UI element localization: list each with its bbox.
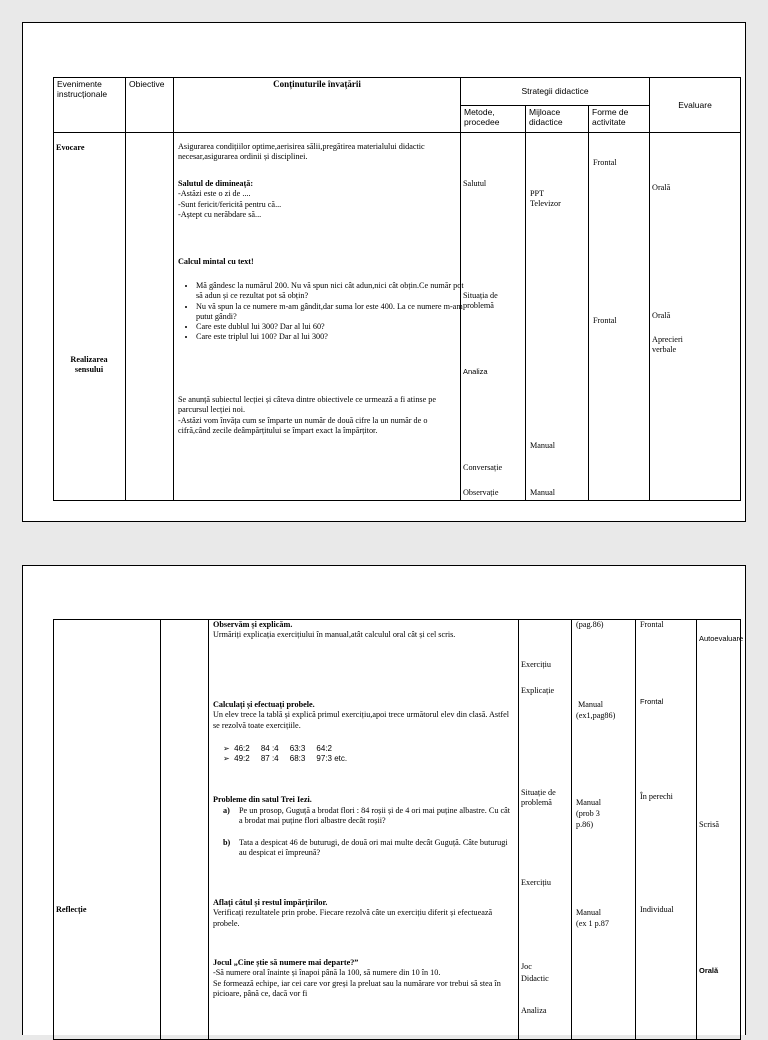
mijloc-p86: p.86) (576, 820, 594, 829)
metoda-situatia: Situație de problemă (521, 788, 556, 808)
metode-cell (461, 133, 526, 501)
prob-b (223, 838, 513, 859)
anunt-text-2: -Astăzi vom învăța cum se împarte un număr de două cifre la un număr de o cifră,când zecile deâmpărțitului se împart exact la împărțitor. (178, 415, 428, 435)
metoda-explicatie: Explicație (521, 686, 555, 695)
calcul-item: • Care este triplul lui 100? Dar al lui 300? (196, 332, 468, 342)
salut-line: -Sunt fericit/fericită pentru că... (178, 199, 282, 209)
realizarea-label: Realizarea sensului (70, 355, 108, 375)
calc-title: Calculați și efectuați probele. (213, 700, 315, 709)
obiective-cell (161, 620, 209, 1040)
arrow-bullet-icon: ➢ (223, 744, 235, 753)
exercise-row: 46:2 84 :4 63:3 64:2 (234, 744, 332, 753)
obs-title: Observăm și explicăm. (213, 620, 293, 629)
evaluare-aprecieri: Aprecieri verbale (652, 335, 683, 355)
mijloc-manual: Manual (530, 488, 556, 497)
aflati-title: Aflați câtul și restul împărțirilor. (213, 898, 328, 907)
anunt-text: Se anunță subiectul lecției și câteva dintre obiectivele ce urmează a fi atinse pe parcursul lecției noi. (178, 395, 437, 415)
exercise-row: 49:2 87 :4 68:3 97:3 etc. (234, 754, 348, 763)
metode-cell (519, 620, 572, 1040)
prob-b-label: b) (223, 838, 231, 847)
calcul-item: • Mă gândesc la numărul 200. Nu vă spun nici cât adun,nici cât obțin.Ce număr pot să adun și ce rezultat pot să obțin? (196, 281, 468, 302)
metoda-situatia: Situația de problemă (463, 291, 498, 311)
mijloc-manual: Manual (578, 700, 604, 709)
forma-frontal: Frontal (640, 697, 664, 706)
mijloc-manual: Manual (576, 798, 602, 807)
exercise-rows (223, 744, 347, 764)
lesson-table-1 (53, 77, 741, 501)
prob-title: Probleme din satul Trei Iezi. (213, 795, 312, 804)
continut-cell (209, 620, 519, 1040)
aflati-text: Verificați rezultatele prin probe. Fiecare rezolvă câte un exercițiu diferit și efectuează probele. (213, 908, 493, 928)
forme-cell (636, 620, 697, 1040)
joc-title: Jocul „Cine știe să numere mai departe?” (213, 958, 359, 967)
salut-line: -Aștept cu nerăbdare să... (178, 209, 262, 219)
header-obiective: Obiective (126, 78, 174, 133)
prob-a-text: Pe un prosop, Guguță a brodat flori : 84 roșii și de 4 ori mai puține albastre. Cu cât a brodat mai puține flori albastre decât roșii? (239, 806, 511, 826)
calc-block (213, 700, 513, 731)
joc-text: -Să numere oral înainte și înapoi până la 100, să numere din 10 în 10. (213, 968, 441, 978)
mijloc-televizor: Televizor (530, 199, 561, 208)
mijloc-ppt: PPT (530, 189, 545, 198)
calc-text: Un elev trece la tablă și explică primul exercițiu,apoi trece următorul elev din clasă. Astfel se rezolvă toate exercițiile. (213, 710, 509, 730)
prob-a (223, 806, 513, 827)
obs-block (213, 620, 513, 641)
aflati-block (213, 898, 513, 929)
evenimente-cell (54, 620, 161, 1040)
header-forme: Forme de activitate (589, 106, 650, 133)
obs-text: Urmăriți explicația exercițiului în manual,atât calculul oral cât și cel scris. (213, 630, 456, 640)
evenimente-cell (54, 133, 126, 501)
evaluare-orala: Orală (652, 183, 671, 192)
salut-title: Salutul de dimineață: (178, 179, 254, 188)
metoda-analiza: Analiza (463, 367, 488, 376)
document-page-2 (22, 565, 746, 1035)
mijloc-manual: Manual (530, 441, 556, 450)
arrow-bullet-icon: ➢ (223, 754, 235, 763)
evaluare-orala: Orală (652, 311, 671, 320)
forma-frontal: Frontal (593, 158, 617, 167)
header-mijloace: Mijloace didactice (526, 106, 589, 133)
metoda-salutul: Salutul (463, 179, 487, 188)
evaluare-autoevaluare: Autoevaluare (699, 634, 744, 643)
header-metode: Metode, procedee (461, 106, 526, 133)
prob-a-label: a) (223, 806, 230, 815)
evaluare-cell (697, 620, 744, 1040)
metoda-exercitiu: Exercițiu (521, 878, 552, 887)
mijloc-ex1pag86: (ex1,pag86) (576, 711, 616, 720)
mijloace-cell (526, 133, 589, 501)
intro-text: Asigurarea condițiilor optime,aerisirea sălii,pregătirea materialului didactic necesar,asigurarea ordinii și disciplinei. (178, 142, 425, 162)
header-evaluare: Evaluare (650, 78, 741, 133)
anunt-block (178, 395, 454, 436)
calcul-title: Calcul mintal cu text! (178, 257, 254, 266)
forma-individual: Individual (640, 905, 674, 914)
joc-block (213, 958, 513, 999)
metoda-exercitiu: Exercițiu (521, 660, 552, 669)
metoda-joc: Joc (521, 962, 532, 971)
forma-frontal: Frontal (640, 620, 664, 629)
evaluare-orala: Orală (699, 966, 719, 975)
forma-frontal: Frontal (593, 316, 617, 325)
continut-cell (174, 133, 464, 501)
salut-block (178, 179, 454, 220)
metoda-observatie: Observație (463, 488, 499, 497)
mijloc-ex1p87: (ex 1 p.87 (576, 919, 609, 928)
document-page-1 (22, 22, 746, 522)
evaluare-cell (650, 133, 741, 501)
mijloace-cell (572, 620, 636, 1040)
evocare-label: Evocare (56, 143, 85, 152)
mijloc-prob3: (prob 3 (576, 809, 600, 818)
calcul-item: • Care este dublul lui 300? Dar al lui 60? (196, 322, 468, 332)
header-evenimente: Evenimente instrucționale (54, 78, 126, 133)
calcul-list (178, 281, 468, 343)
calcul-item: • Nu vă spun la ce numere m-am gândit,dar suma lor este 400. La ce numere m-am putut gândi? (196, 302, 468, 323)
metoda-analiza: Analiza (521, 1006, 547, 1015)
mijloc-pag86: (pag.86) (576, 620, 604, 629)
metoda-didactic: Didactic (521, 974, 549, 983)
prob-b-text: Tata a despicat 46 de buturugi, de două ori mai multe decât Guguță. Câte buturugi au despicat ei împreună? (239, 838, 508, 858)
mijloc-manual: Manual (576, 908, 602, 917)
forma-perechi: În perechi (640, 792, 673, 801)
reflectie-label: Reflecție (56, 905, 87, 914)
header-strategii: Strategii didactice (461, 78, 650, 106)
evaluare-scrisa: Scrisă (699, 820, 720, 829)
joc-text-2: Se formează echipe, iar cei care vor greși la preluat sau la numărare vor trebui să stea în picioare, până ce, dacă vor fi (213, 978, 501, 998)
forme-cell (589, 133, 650, 501)
salut-line: -Astăzi este o zi de .... (178, 189, 251, 199)
lesson-table-2 (53, 619, 744, 1040)
metoda-conversatie: Conversație (463, 463, 503, 472)
header-continuturi: Conținuturile învațării (174, 78, 461, 133)
obiective-cell (126, 133, 174, 501)
